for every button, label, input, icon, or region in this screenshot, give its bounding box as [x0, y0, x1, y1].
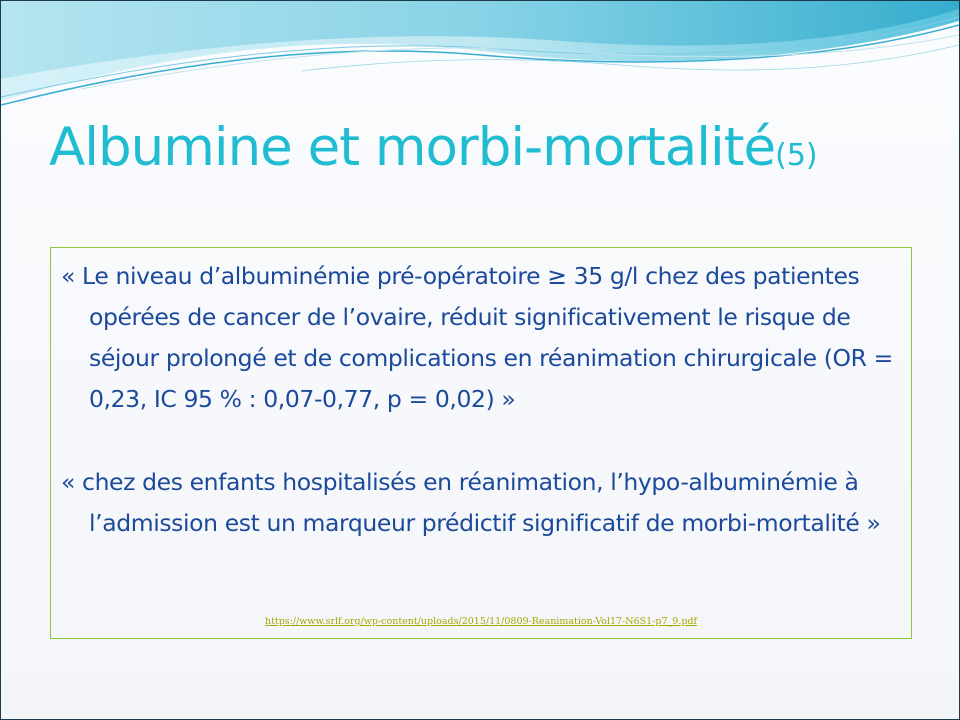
- quote-ovarian-cancer: « Le niveau d’albuminémie pré-opératoire ≥ 35 g/l chez des patientes opérées de cancer de l’ovaire, réduit significativement le risque de séjour prolongé et de complications en réanimation chirurgicale (OR = 0,23, IC 95 % : 0,07-0,77, p = 0,02) »: [61, 262, 893, 413]
- quote-box: [50, 247, 912, 639]
- source-link[interactable]: https://www.srlf.org/wp-content/uploads/2015/11/0809-Reanimation-Vol17-N6S1-p7_9.pdf: [264, 616, 698, 627]
- slide-title: [49, 119, 818, 177]
- slide-title-text: Albumine et morbi-mortalité: [49, 117, 776, 178]
- decorative-wave-header: [1, 1, 959, 121]
- quote-pediatric-icu: « chez des enfants hospitalisés en réanimation, l’hypo-albuminémie à l’admission est un marqueur prédictif significatif de morbi-mortalité »: [61, 468, 881, 537]
- title-reference: (5): [775, 138, 818, 173]
